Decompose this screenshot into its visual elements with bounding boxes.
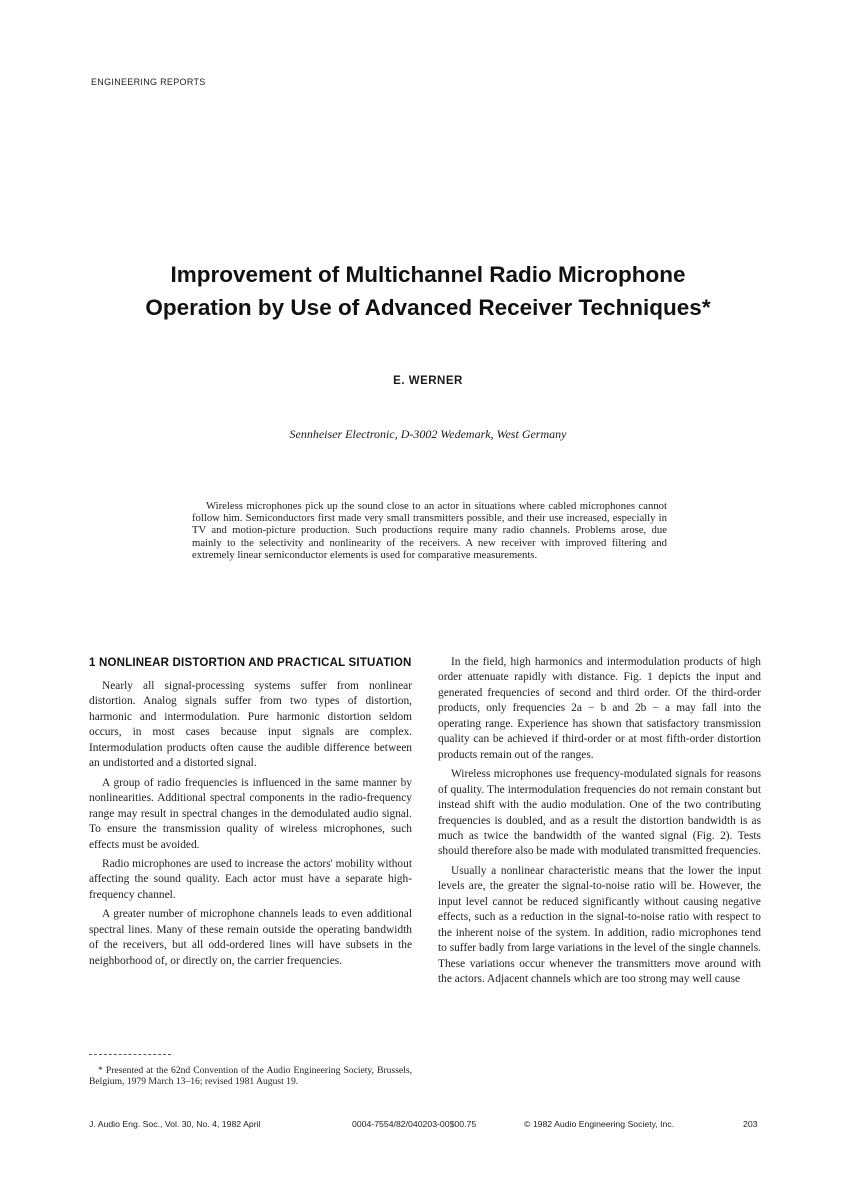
footnote-divider: [89, 1054, 171, 1055]
footer-code: 0004-7554/82/040203-00$00.75: [352, 1119, 477, 1129]
body-paragraph: Usually a nonlinear characteristic means that the lower the input levels are, the greater the signal-to-noise ratio will be. However, the input level cannot be reduced significantly without causing negative effects, such as a reduction in the signal-to-noise ratio with respect to the inherent noise of the system. In addition, radio microphones tend to suffer badly from large variations in the level of the single channels. These variations occur whenever the transmitters move around with the actors. Adjacent channels which are too strong may well cause: [438, 864, 761, 986]
page-number: 203: [743, 1119, 758, 1129]
title-line-2: Operation by Use of Advanced Receiver Techniques*: [145, 295, 711, 320]
body-paragraph: A greater number of microphone channels leads to even additional spectral lines. Many of these remain outside the operating bandwidth of the receivers, but all odd-ordered lines will have subsets in the neighborhood of, or directly on, the carrier frequencies.: [89, 908, 412, 967]
title-line-1: Improvement of Multichannel Radio Microphone: [170, 262, 686, 287]
left-column: [89, 655, 412, 969]
author-name: E. WERNER: [393, 375, 463, 387]
body-paragraph: A group of radio frequencies is influenced in the same manner by nonlinearities. Additional spectral components in the radio-frequency range may result in spectral changes in the demodulated audio signal. To ensure the transmission quality of wireless microphones, such effects must be avoided.: [89, 776, 412, 851]
body-paragraph: Wireless microphones use frequency-modulated signals for reasons of quality. The intermodulation frequencies do not remain constant but instead shift with the audio modulation. One of the two contributing frequencies is doubled, and as a result the distortion bandwidth is as much as twice the bandwidth of the wanted signal (Fig. 2). Tests should therefore also be made with modulated transmitted frequencies.: [438, 768, 761, 858]
body-paragraph: Radio microphones are used to increase the actors' mobility without affecting the sound quality. Each actor must have a separate high-frequency channel.: [89, 857, 412, 901]
body-paragraph: Nearly all signal-processing systems suffer from nonlinear distortion. Analog signals suffer from two types of distortion, harmonic and intermodulation. Pure harmonic distortion seldom occurs, in most cases because input signals are complex. Intermodulation products often cause the audible difference between an undistorted and a distorted signal.: [89, 680, 412, 770]
right-column: [438, 655, 761, 988]
body-paragraph: In the field, high harmonics and intermodulation products of high order attenuate rapidly with distance. Fig. 1 depicts the input and generated frequencies of second and third order. Of the third-order products, only frequencies 2a − b and 2b − a may fall into the operating range. Experience has shown that satisfactory transmission quality can be achieved if third-order or at most fifth-order distortion products remain out of the ranges.: [438, 656, 761, 761]
footer-copyright: © 1982 Audio Engineering Society, Inc.: [524, 1119, 675, 1129]
footnote: * Presented at the 62nd Convention of the Audio Engineering Society, Brussels, Belgium, 1979 March 13–16; revised 1981 August 19.: [89, 1065, 412, 1087]
section-heading: 1 NONLINEAR DISTORTION AND PRACTICAL SITUATION: [89, 657, 412, 669]
abstract: Wireless microphones pick up the sound close to an actor in situations where cabled microphones cannot follow him. Semiconductors first made very small transmitters possible, and their use increased, especially in TV and motion-picture production. Such productions require many radio channels. Problems arose, due mainly to the selectivity and nonlinearity of the receivers. A new receiver with improved filtering and extremely linear semiconductor elements is used for comparative measurements.: [192, 500, 667, 561]
running-head: ENGINEERING REPORTS: [91, 77, 206, 87]
footer-citation: J. Audio Eng. Soc., Vol. 30, No. 4, 1982 April: [89, 1119, 261, 1129]
author-affiliation: Sennheiser Electronic, D-3002 Wedemark, West Germany: [289, 427, 567, 441]
paper-title: [60, 258, 796, 324]
